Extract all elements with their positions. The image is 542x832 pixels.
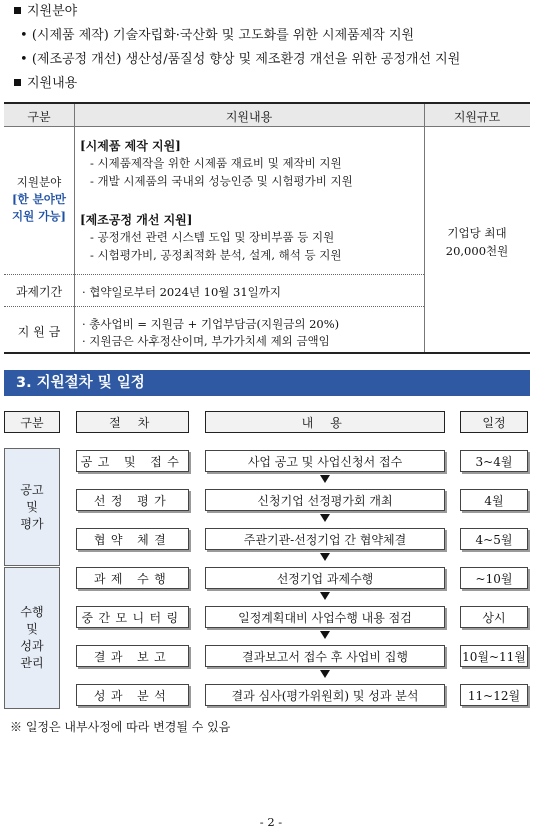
step-content: 일정계획대비 사업수행 내용 점검 [205,606,445,628]
row-support-area-label: 지원분야 [한 분야만 지원 가능] [12,175,66,223]
fund-item-1: · 총사업비 = 지원금 + 기업부담금(지원금의 20%) [82,317,340,331]
flow-arrow [320,514,330,522]
group-announce-eval: 공고 및 평가 [4,448,60,566]
step-label: 공고 및 접수 [76,450,189,472]
bullet-prototype: • (시제품 제작) 기술자립화·국산화 및 고도화를 위한 시제품제작 지원 [20,28,415,43]
prototype-title: [시제품 제작 지원] [80,139,181,153]
period-label: 과제기간 [15,285,63,299]
step-date: 상시 [460,606,528,628]
period-value: · 협약일로부터 2024년 10월 31일까지 [82,285,282,299]
step-date: 10월~11월 [460,645,528,667]
prototype-item-2: - 개발 시제품의 국내외 성능인증 및 시험평가비 지원 [90,174,353,188]
step-date: 11~12월 [460,684,528,706]
sched-header-step: 절 차 [76,411,189,433]
step-date: 3~4월 [460,450,528,472]
flow-arrow [320,475,330,483]
step-content: 주관기관-선정기업 간 협약체결 [205,528,445,550]
step-label: 선정 평가 [76,489,189,511]
page-number: - 2 - [259,815,283,829]
header-category: 구분 [27,110,51,124]
process-title: [제조공정 개선 지원] [80,213,193,227]
sched-header-content: 내 용 [205,411,445,433]
step-content: 사업 공고 및 사업신청서 접수 [205,450,445,472]
prototype-item-1: - 시제품제작을 위한 시제품 재료비 및 제작비 지원 [90,156,342,170]
group-execution-management: 수행 및 성과 관리 [4,567,60,709]
flow-arrow [320,631,330,639]
step-date: 4월 [460,489,528,511]
header-content: 지원내용 [225,110,273,124]
process-item-1: - 공정개선 관련 시스템 도입 및 장비부품 등 지원 [90,230,335,244]
fund-label: 지 원 금 [17,325,61,339]
support-table [4,102,530,354]
step-content: 결과보고서 접수 후 사업비 집행 [205,645,445,667]
section3-title: 3. 지원절차 및 일정 [4,370,530,396]
flow-arrow [320,670,330,678]
flow-arrow [320,553,330,561]
support-area-heading: 지원분야 [14,0,77,19]
sched-header-category: 구분 [4,411,60,433]
step-label: 과제 수행 [76,567,189,589]
step-label: 성과 분석 [76,684,189,706]
step-label: 중간모니터링 [76,606,189,628]
step-date: 4~5월 [460,528,528,550]
sched-header-date: 일정 [460,411,528,433]
schedule-note: ※ 일정은 내부사정에 따라 변경될 수 있음 [10,720,231,734]
header-scale: 지원규모 [453,110,501,124]
support-scale: 기업당 최대 20,000천원 [445,226,509,258]
fund-item-2: · 지원금은 사후정산이며, 부가가치세 제외 금액임 [82,334,330,348]
step-date: ~10월 [460,567,528,589]
support-content-heading: 지원내용 [14,72,77,91]
step-content: 결과 심사(평가위원회) 및 성과 분석 [205,684,445,706]
flow-arrow [320,592,330,600]
step-content: 선정기업 과제수행 [205,567,445,589]
step-content: 신청기업 선정평가회 개최 [205,489,445,511]
bullet-process: • (제조공정 개선) 생산성/품질성 향상 및 제조환경 개선을 위한 공정개선 지원 [20,52,461,67]
process-item-2: - 시험평가비, 공정최적화 분석, 설계, 해석 등 지원 [90,248,342,262]
step-label: 협약 체결 [76,528,189,550]
step-label: 결과 보고 [76,645,189,667]
